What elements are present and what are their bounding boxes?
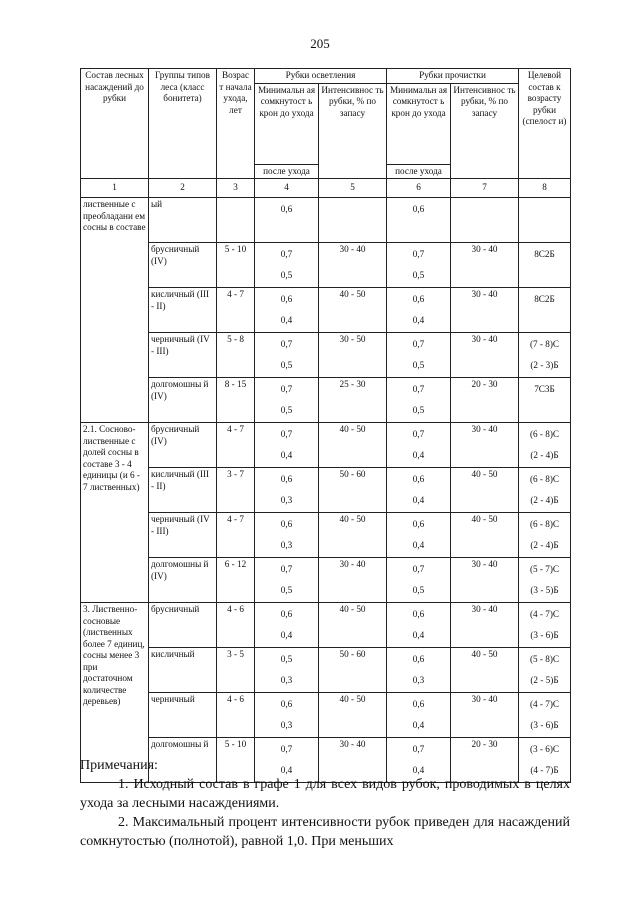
density-clearing-cell-top: 0,6: [280, 519, 293, 529]
header-composition: Состав лесных насаждений до рубки: [81, 69, 149, 179]
density-clearing-cell: [255, 468, 319, 513]
target-composition-cell: [519, 423, 571, 468]
density-clearing-cell: [255, 198, 319, 243]
target-composition-cell-top: (4 - 7)С: [529, 609, 560, 619]
target-composition-cell-bottom: (3 - 6)Б: [530, 630, 559, 640]
density-clearing-cell-top: 0,7: [280, 384, 293, 394]
forest-type-cell: кисличный (III - II): [149, 288, 217, 333]
start-age-cell: 5 - 10: [217, 738, 255, 783]
start-age-cell: 3 - 5: [217, 648, 255, 693]
target-composition-cell-top: (5 - 8)С: [529, 654, 560, 664]
intensity-cleaning-cell: 40 - 50: [451, 513, 519, 558]
density-cleaning-cell-top: 0,6: [412, 699, 425, 709]
forest-type-cell: кисличный (III - II): [149, 468, 217, 513]
target-composition-cell-bottom: (2 - 4)Б: [530, 495, 559, 505]
intensity-cleaning-cell: 30 - 40: [451, 558, 519, 603]
page-number: 205: [310, 36, 330, 51]
target-composition-cell-bottom: (2 - 4)Б: [530, 540, 559, 550]
density-cleaning-cell: [387, 648, 451, 693]
density-cleaning-cell-top: 0,7: [412, 564, 425, 574]
density-clearing-cell-top: 0,7: [280, 744, 293, 754]
intensity-cleaning-cell: [451, 198, 519, 243]
density-clearing-cell-top: 0,7: [280, 429, 293, 439]
target-composition-cell: [519, 693, 571, 738]
density-clearing-cell: [255, 378, 319, 423]
density-clearing-cell: [255, 648, 319, 693]
target-composition-cell-top: 8С2Б: [534, 294, 555, 304]
target-composition-cell: [519, 513, 571, 558]
density-clearing-cell: [255, 288, 319, 333]
intensity-clearing-cell: 40 - 50: [319, 513, 387, 558]
density-cleaning-cell: [387, 513, 451, 558]
target-composition-cell-top: 8С2Б: [534, 249, 555, 259]
table-row: [81, 288, 571, 333]
forest-type-cell: брусничный (IV): [149, 243, 217, 288]
target-composition-cell: [519, 198, 571, 243]
intensity-cleaning-cell: 30 - 40: [451, 693, 519, 738]
density-cleaning-cell-top: 0,7: [412, 744, 425, 754]
care-felling-table: [80, 68, 571, 783]
density-cleaning-cell-top: 0,7: [412, 339, 425, 349]
density-clearing-cell-top: 0,6: [280, 294, 293, 304]
target-composition-cell-bottom: [521, 310, 568, 331]
density-clearing-cell: [255, 423, 319, 468]
density-cleaning-cell-top: 0,7: [412, 429, 425, 439]
density-clearing-cell-bottom: 0,3: [280, 495, 293, 505]
density-cleaning-cell-top: 0,6: [412, 609, 425, 619]
density-cleaning-cell: [387, 603, 451, 648]
intensity-clearing-cell: 40 - 50: [319, 693, 387, 738]
forest-type-cell: черничный (IV - III): [149, 333, 217, 378]
header-after-clearing: после ухода: [255, 164, 319, 179]
intensity-clearing-cell: 30 - 50: [319, 333, 387, 378]
target-composition-cell: [519, 558, 571, 603]
density-cleaning-cell: [387, 288, 451, 333]
target-composition-cell-bottom: [521, 265, 568, 286]
forest-type-cell: долгомошны й: [149, 738, 217, 783]
density-clearing-cell-top: 0,7: [280, 339, 293, 349]
intensity-clearing-cell: 40 - 50: [319, 288, 387, 333]
header-forest-type: Группы типов леса (класс бонитета): [149, 69, 217, 179]
density-cleaning-cell: [387, 333, 451, 378]
start-age-cell: 5 - 8: [217, 333, 255, 378]
start-age-cell: 4 - 7: [217, 423, 255, 468]
target-composition-cell-top: [521, 199, 568, 220]
table-row: [81, 693, 571, 738]
density-clearing-cell-bottom: 0,5: [280, 585, 293, 595]
density-clearing-cell-top: 0,6: [280, 609, 293, 619]
header-cleaning: Рубки прочистки: [387, 69, 519, 84]
target-composition-cell-top: (6 - 8)С: [529, 474, 560, 484]
density-clearing-cell-bottom: 0,5: [280, 270, 293, 280]
density-clearing-cell: [255, 603, 319, 648]
target-composition-cell-top: 7С3Б: [534, 384, 555, 394]
density-cleaning-cell-bottom: 0,3: [412, 675, 425, 685]
table-row: [81, 558, 571, 603]
table-row: [81, 468, 571, 513]
start-age-cell: 8 - 15: [217, 378, 255, 423]
density-clearing-cell-top: 0,5: [280, 654, 293, 664]
density-cleaning-cell: [387, 198, 451, 243]
forest-type-cell: ый: [149, 198, 217, 243]
target-composition-cell-bottom: (2 - 5)Б: [530, 675, 559, 685]
intensity-clearing-cell: 50 - 60: [319, 468, 387, 513]
table-row: [81, 423, 571, 468]
density-cleaning-cell-bottom: 0,5: [412, 360, 425, 370]
density-cleaning-cell-bottom: 0,5: [412, 405, 425, 415]
density-clearing-cell: [255, 558, 319, 603]
density-clearing-cell-top: 0,6: [280, 474, 293, 484]
target-composition-cell-bottom: (4 - 7)Б: [530, 765, 559, 775]
forest-type-cell: долгомошны й (IV): [149, 558, 217, 603]
target-composition-cell-bottom: (2 - 3)Б: [530, 360, 559, 370]
density-cleaning-cell-bottom: 0,4: [412, 630, 425, 640]
column-number: 6: [387, 179, 451, 198]
column-number: 3: [217, 179, 255, 198]
table-row: [81, 198, 571, 243]
density-clearing-cell-bottom: [257, 220, 316, 241]
header-start-age: Возрас т начала ухода, лет: [217, 69, 255, 179]
density-cleaning-cell-top: 0,7: [412, 249, 425, 259]
forest-type-cell: кисличный: [149, 648, 217, 693]
target-composition-cell-bottom: (2 - 4)Б: [530, 450, 559, 460]
target-composition-cell-top: (7 - 8)С: [529, 339, 560, 349]
density-clearing-cell-bottom: 0,4: [280, 315, 293, 325]
target-composition-cell-top: (3 - 6)С: [529, 744, 560, 754]
start-age-cell: 4 - 6: [217, 693, 255, 738]
header-intensity-cleaning: Интенсивнос ть рубки, % по запасу: [451, 83, 519, 179]
note-2: 2. Максимальный процент интенсивности рубок приведен для насаждений сомкнутостью (полнотой), равной 1,0. При меньших: [80, 815, 570, 849]
column-numbers-row: [81, 179, 571, 198]
forest-type-cell: черничный (IV - III): [149, 513, 217, 558]
density-cleaning-cell: [387, 558, 451, 603]
target-composition-cell-bottom: (3 - 5)Б: [530, 585, 559, 595]
intensity-cleaning-cell: 40 - 50: [451, 468, 519, 513]
target-composition-cell-top: (5 - 7)С: [529, 564, 560, 574]
density-clearing-cell-bottom: 0,5: [280, 405, 293, 415]
target-composition-cell: [519, 378, 571, 423]
intensity-cleaning-cell: 30 - 40: [451, 603, 519, 648]
start-age-cell: 4 - 7: [217, 288, 255, 333]
intensity-cleaning-cell: 30 - 40: [451, 423, 519, 468]
density-clearing-cell: [255, 243, 319, 288]
density-clearing-cell-bottom: 0,5: [280, 360, 293, 370]
target-composition-cell-top: (4 - 7)С: [529, 699, 560, 709]
density-cleaning-cell: [387, 423, 451, 468]
note-1: 1. Исходный состав в графе 1 для всех видов рубок, проводимых в целях ухода за лесными насаждениями.: [80, 777, 570, 811]
header-min-density-clearing: Минимальн ая сомкнутост ь крон до ухода: [255, 83, 319, 164]
density-cleaning-cell-bottom: 0,4: [412, 765, 425, 775]
table-row: [81, 243, 571, 288]
density-clearing-cell-bottom: 0,4: [280, 630, 293, 640]
intensity-clearing-cell: 40 - 50: [319, 423, 387, 468]
density-clearing-cell: [255, 333, 319, 378]
notes: [80, 756, 570, 851]
density-cleaning-cell-top: 0,6: [412, 204, 425, 214]
density-clearing-cell-bottom: 0,3: [280, 540, 293, 550]
density-cleaning-cell-top: 0,7: [412, 384, 425, 394]
density-cleaning-cell-bottom: 0,4: [412, 495, 425, 505]
intensity-cleaning-cell: 20 - 30: [451, 378, 519, 423]
target-composition-cell-top: (6 - 8)С: [529, 519, 560, 529]
intensity-clearing-cell: 25 - 30: [319, 378, 387, 423]
table-row: [81, 333, 571, 378]
start-age-cell: 6 - 12: [217, 558, 255, 603]
density-clearing-cell-bottom: 0,4: [280, 765, 293, 775]
density-cleaning-cell-top: 0,6: [412, 654, 425, 664]
forest-type-cell: брусничный: [149, 603, 217, 648]
forest-type-cell: долгомошны й (IV): [149, 378, 217, 423]
density-cleaning-cell: [387, 243, 451, 288]
column-number: 2: [149, 179, 217, 198]
table-row: [81, 603, 571, 648]
intensity-clearing-cell: 40 - 50: [319, 603, 387, 648]
start-age-cell: 4 - 6: [217, 603, 255, 648]
column-number: 1: [81, 179, 149, 198]
intensity-cleaning-cell: 20 - 30: [451, 738, 519, 783]
intensity-cleaning-cell: 30 - 40: [451, 288, 519, 333]
start-age-cell: [217, 198, 255, 243]
density-cleaning-cell: [387, 468, 451, 513]
intensity-clearing-cell: 30 - 40: [319, 558, 387, 603]
composition-cell: 3. Лиственно-сосновые (лиственных более 7 единиц, сосны менее 3 при достаточном количестве деревьев): [81, 603, 149, 783]
table-row: [81, 648, 571, 693]
target-composition-cell: [519, 243, 571, 288]
density-clearing-cell-top: 0,6: [280, 204, 293, 214]
target-composition-cell-bottom: (3 - 6)Б: [530, 720, 559, 730]
density-cleaning-cell-bottom: 0,4: [412, 315, 425, 325]
intensity-clearing-cell: [319, 198, 387, 243]
notes-heading: Примечания:: [80, 758, 158, 773]
density-clearing-cell-bottom: 0,4: [280, 450, 293, 460]
column-number: 5: [319, 179, 387, 198]
density-cleaning-cell: [387, 378, 451, 423]
target-composition-cell: [519, 603, 571, 648]
density-clearing-cell-bottom: 0,3: [280, 720, 293, 730]
header-after-cleaning: после ухода: [387, 164, 451, 179]
target-composition-cell: [519, 468, 571, 513]
composition-cell: лиственные с преобладани ем сосны в составе: [81, 198, 149, 423]
intensity-clearing-cell: 30 - 40: [319, 738, 387, 783]
density-clearing-cell: [255, 693, 319, 738]
column-number: 7: [451, 179, 519, 198]
intensity-cleaning-cell: 40 - 50: [451, 648, 519, 693]
forest-type-cell: черничный: [149, 693, 217, 738]
target-composition-cell-bottom: [521, 220, 568, 241]
density-clearing-cell-top: 0,7: [280, 249, 293, 259]
intensity-cleaning-cell: 30 - 40: [451, 243, 519, 288]
start-age-cell: 3 - 7: [217, 468, 255, 513]
header-min-density-cleaning: Минимальн ая сомкнутост ь крон до ухода: [387, 83, 451, 164]
header-intensity-clearing: Интенсивнос ть рубки, % по запасу: [319, 83, 387, 179]
target-composition-cell: [519, 288, 571, 333]
density-cleaning-cell-top: 0,6: [412, 519, 425, 529]
density-cleaning-cell-top: 0,6: [412, 294, 425, 304]
forest-type-cell: брусничный (IV): [149, 423, 217, 468]
table-row: [81, 378, 571, 423]
density-cleaning-cell: [387, 693, 451, 738]
target-composition-cell-top: (6 - 8)С: [529, 429, 560, 439]
density-clearing-cell: [255, 513, 319, 558]
target-composition-cell: [519, 333, 571, 378]
density-clearing-cell-top: 0,6: [280, 699, 293, 709]
density-cleaning-cell-bottom: [389, 220, 448, 241]
density-clearing-cell-top: 0,7: [280, 564, 293, 574]
composition-cell: 2.1. Сосново-лиственные с долей сосны в составе 3 - 4 единицы (и 6 - 7 лиственных): [81, 423, 149, 603]
intensity-clearing-cell: 50 - 60: [319, 648, 387, 693]
density-clearing-cell-bottom: 0,3: [280, 675, 293, 685]
column-number: 8: [519, 179, 571, 198]
intensity-cleaning-cell: 30 - 40: [451, 333, 519, 378]
density-cleaning-cell-bottom: 0,5: [412, 270, 425, 280]
density-cleaning-cell-top: 0,6: [412, 474, 425, 484]
target-composition-cell-bottom: [521, 400, 568, 421]
table-row: [81, 513, 571, 558]
start-age-cell: 4 - 7: [217, 513, 255, 558]
density-cleaning-cell-bottom: 0,4: [412, 450, 425, 460]
target-composition-cell: [519, 648, 571, 693]
column-number: 4: [255, 179, 319, 198]
header-clearing: Рубки осветления: [255, 69, 387, 84]
density-cleaning-cell-bottom: 0,4: [412, 540, 425, 550]
density-cleaning-cell-bottom: 0,5: [412, 585, 425, 595]
header-target: Целевой состав к возрасту рубки (спелост и): [519, 69, 571, 179]
density-cleaning-cell-bottom: 0,4: [412, 720, 425, 730]
start-age-cell: 5 - 10: [217, 243, 255, 288]
intensity-clearing-cell: 30 - 40: [319, 243, 387, 288]
